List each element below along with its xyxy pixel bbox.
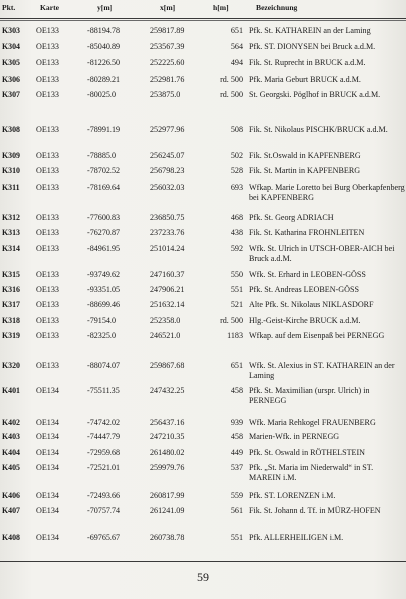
cell-bezeichnung: Pfk. St. Georg ADRIACH [249,213,334,222]
cell-bezeichnung: Wfk. St. Erhard in LEOBEN-GÖSS [249,270,366,279]
cell-bezeichnung: Hlg.-Geist-Kirche BRUCK a.d.M. [249,316,361,325]
cell-y: -93351.05 [87,285,121,294]
cell-h: 651 [230,26,243,35]
cell-karte: OE134 [36,418,59,427]
cell-pkt: K406 [2,491,20,500]
cell-y: -72959.68 [87,448,121,457]
footer-rule [0,561,406,562]
cell-h: 468 [230,213,243,222]
cell-y: -88699.46 [87,300,121,309]
cell-h: 458 [230,386,243,395]
cell-y: -82325.0 [87,331,116,340]
cell-bezeichnung: Wfkap. Marie Loretto bei Burg Oberkapfenberg bei KAPFENBERG [249,183,405,202]
cell-y: -72521.01 [87,463,121,472]
cell-x: 237233.76 [150,228,185,237]
cell-pkt: K314 [2,244,20,253]
cell-pkt: K403 [2,432,20,441]
cell-karte: OE133 [36,270,59,279]
cell-bezeichnung: Pfk. ALLERHEILIGEN i.M. [249,533,344,542]
cell-pkt: K320 [2,361,20,370]
cell-pkt: K303 [2,26,20,35]
header-rule-double [0,20,406,21]
cell-karte: OE133 [36,90,59,99]
cell-pkt: K407 [2,506,20,515]
cell-pkt: K318 [2,316,20,325]
cell-pkt: K311 [2,183,20,192]
cell-karte: OE133 [36,361,59,370]
cell-karte: OE133 [36,183,59,192]
cell-h: 551 [230,533,243,542]
cell-pkt: K316 [2,285,20,294]
cell-y: -81226.50 [87,58,121,67]
cell-bezeichnung: Wfk. Maria Rehkogel FRAUENBERG [249,418,376,427]
cell-y: -69765.67 [87,533,121,542]
cell-x: 252981.76 [150,75,185,84]
cell-bezeichnung: Fik. St. Nikolaus PISCHK/BRUCK a.d.M. [249,125,388,134]
cell-h: 1183 [227,331,243,340]
cell-x: 260817.99 [150,491,185,500]
cell-karte: OE134 [36,506,59,515]
cell-y: -85040.89 [87,42,121,51]
cell-karte: OE134 [36,386,59,395]
header-rule-top [0,18,406,19]
header-karte: Karte [40,3,59,12]
cell-karte: OE133 [36,331,59,340]
page-number: 59 [197,570,209,584]
cell-y: -80025.0 [87,90,116,99]
cell-bezeichnung: Fik. St. Martin in KAPFENBERG [249,166,361,175]
cell-bezeichnung: Fik. St. Johann d. Tf. in MÜRZ-HOFEN [249,506,381,515]
cell-y: -88074.07 [87,361,121,370]
cell-h: 508 [230,125,243,134]
cell-karte: OE134 [36,533,59,542]
cell-x: 256798.23 [150,166,185,175]
cell-x: 247210.35 [150,432,185,441]
cell-karte: OE134 [36,432,59,441]
cell-bezeichnung: St. Georgski. Pöglhof in BRUCK a.d.M. [249,90,381,99]
cell-y: -72493.66 [87,491,121,500]
cell-y: -93749.62 [87,270,121,279]
cell-x: 247906.21 [150,285,185,294]
cell-y: -78702.52 [87,166,121,175]
cell-x: 246521.0 [150,331,181,340]
cell-x: 261480.02 [150,448,185,457]
cell-y: -78885.0 [87,151,116,160]
cell-y: -78169.64 [87,183,121,192]
cell-pkt: K304 [2,42,20,51]
header-h: h[m] [213,3,229,12]
cell-y: -76270.87 [87,228,121,237]
cell-y: -79154.0 [87,316,116,325]
cell-karte: OE134 [36,491,59,500]
cell-x: 256245.07 [150,151,185,160]
cell-karte: OE133 [36,166,59,175]
cell-x: 259979.76 [150,463,185,472]
cell-h: 537 [230,463,243,472]
cell-karte: OE133 [36,300,59,309]
cell-bezeichnung: Alte Pfk. St. Nikolaus NIKLASDORF [249,300,374,309]
cell-pkt: K319 [2,331,20,340]
cell-bezeichnung: Pfk. ST. DIONYSEN bei Bruck a.d.M. [249,42,376,51]
cell-bezeichnung: Pfk. St. KATHAREIN an der Laming [249,26,371,35]
cell-bezeichnung: Fik. St. Katharina FROHNLEITEN [249,228,365,237]
cell-h: rd. 500 [220,90,243,99]
cell-h: 939 [230,418,243,427]
cell-bezeichnung: Wfk. St. Ulrich in UTSCH-OBER-AICH bei Bruck a.d.M. [249,244,395,263]
cell-bezeichnung: Pfk. Maria Geburt BRUCK a.d.M. [249,75,361,84]
cell-h: 559 [230,491,243,500]
cell-pkt: K312 [2,213,20,222]
cell-x: 252977.96 [150,125,185,134]
cell-x: 252225.60 [150,58,185,67]
cell-pkt: K405 [2,463,20,472]
cell-x: 260738.78 [150,533,185,542]
cell-h: 521 [230,300,243,309]
cell-bezeichnung: Pfk. ST. LORENZEN i.M. [249,491,336,500]
cell-karte: OE133 [36,213,59,222]
cell-bezeichnung: Pfk. St. Oswald in RÖTHELSTEIN [249,448,366,457]
cell-h: 564 [230,42,243,51]
cell-x: 256032.03 [150,183,185,192]
cell-bezeichnung: Fik. St.Oswald in KAPFENBERG [249,151,361,160]
cell-x: 251632.14 [150,300,185,309]
cell-bezeichnung: Wfkap. auf dem Eisenpaß bei PERNEGG [249,331,385,340]
cell-h: rd. 500 [220,75,243,84]
cell-bezeichnung: Pfk. St. Andreas LEOBEN-GÖSS [249,285,359,294]
cell-karte: OE133 [36,244,59,253]
header-x: x[m] [160,3,176,12]
cell-karte: OE133 [36,228,59,237]
cell-x: 247432.25 [150,386,185,395]
cell-h: 592 [230,244,243,253]
cell-bezeichnung: Fik. St. Ruprecht in BRUCK a.d.M. [249,58,366,67]
cell-y: -74447.79 [87,432,121,441]
cell-h: 561 [230,506,243,515]
cell-karte: OE134 [36,448,59,457]
cell-karte: OE133 [36,58,59,67]
cell-h: 458 [230,432,243,441]
cell-h: 651 [230,361,243,370]
cell-h: 438 [230,228,243,237]
cell-karte: OE134 [36,463,59,472]
cell-y: -74742.02 [87,418,121,427]
cell-y: -80289.21 [87,75,121,84]
cell-karte: OE133 [36,151,59,160]
cell-y: -70757.74 [87,506,121,515]
cell-x: 256437.16 [150,418,185,427]
cell-x: 247160.37 [150,270,185,279]
cell-h: 449 [230,448,243,457]
cell-karte: OE133 [36,42,59,51]
cell-karte: OE133 [36,316,59,325]
cell-pkt: K317 [2,300,20,309]
cell-karte: OE133 [36,125,59,134]
cell-pkt: K402 [2,418,20,427]
header-bezeichnung: Bezeichnung [256,3,298,12]
cell-x: 236850.75 [150,213,185,222]
cell-y: -77600.83 [87,213,121,222]
cell-pkt: K306 [2,75,20,84]
cell-x: 259867.68 [150,361,185,370]
cell-pkt: K313 [2,228,20,237]
cell-pkt: K305 [2,58,20,67]
cell-pkt: K310 [2,166,20,175]
cell-y: -88194.78 [87,26,121,35]
header-y: y[m] [97,3,113,12]
cell-pkt: K315 [2,270,20,279]
cell-karte: OE133 [36,285,59,294]
cell-karte: OE133 [36,26,59,35]
cell-x: 253567.39 [150,42,185,51]
cell-pkt: K401 [2,386,20,395]
cell-h: 551 [230,285,243,294]
cell-h: 693 [230,183,243,192]
cell-pkt: K307 [2,90,20,99]
cell-bezeichnung: Pfk. „St. Maria im Niederwald“ in ST. MAREIN i.M. [249,463,374,482]
cell-pkt: K309 [2,151,20,160]
cell-x: 253875.0 [150,90,181,99]
cell-h: 494 [230,58,243,67]
cell-y: -75511.35 [87,386,120,395]
header-pkt: Pkt. [2,3,16,12]
cell-h: rd. 500 [220,316,243,325]
cell-pkt: K404 [2,448,20,457]
cell-x: 261241.09 [150,506,185,515]
cell-pkt: K308 [2,125,20,134]
cell-h: 502 [230,151,243,160]
cell-x: 259817.89 [150,26,185,35]
cell-bezeichnung: Pfk. St. Maximilian (urspr. Ulrich) in PERNEGG [249,386,370,405]
cell-h: 528 [230,166,243,175]
cell-bezeichnung: Wfk. St. Alexius in ST. KATHAREIN an der Laming [249,361,395,380]
cell-bezeichnung: Marien-Wfk. in PERNEGG [249,432,340,441]
cell-x: 251014.24 [150,244,185,253]
cell-y: -78991.19 [87,125,121,134]
cell-h: 550 [230,270,243,279]
cell-x: 252358.0 [150,316,181,325]
cell-pkt: K408 [2,533,20,542]
cell-karte: OE133 [36,75,59,84]
cell-y: -84961.95 [87,244,121,253]
